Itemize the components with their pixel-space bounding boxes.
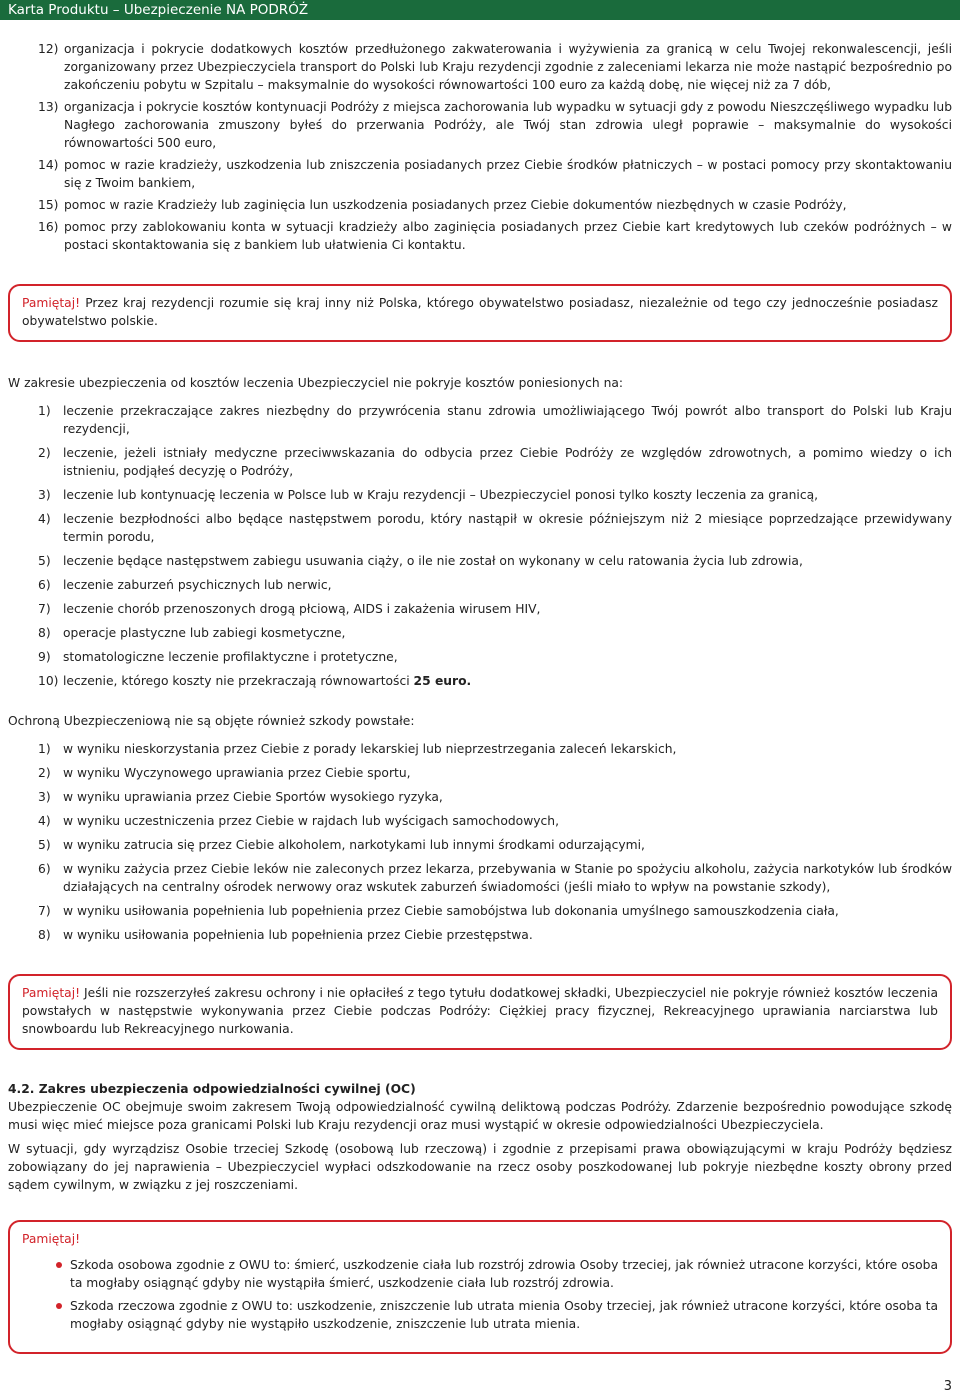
reminder-body: Przez kraj rezydencji rozumie się kraj inny niż Polska, którego obywatelstwo posiadasz, niezależnie od tego czy jednocześnie posiadasz obywatelstwo polskie. <box>22 296 938 328</box>
page-header <box>0 0 960 20</box>
list-item-number: 5) <box>38 838 51 852</box>
list-item-text: Szkoda rzeczowa zgodnie z OWU to: uszkodzenie, zniszczenie lub utrata mienia Osoby trzeciej, jak również utracone korzyści, które osoba ta mogłaby osiągnąć gdyby nie wystąpiło uszkodzenie, zniszczenie lub utrata mienia. <box>70 1299 938 1331</box>
damages-list <box>8 740 952 944</box>
definitions-list <box>22 1256 938 1333</box>
page-number: 3 <box>943 1379 952 1394</box>
list-item <box>8 156 952 192</box>
list-item-text: w wyniku zatrucia się przez Ciebie alkoholem, narkotykami lub innymi środkami odurzającymi, <box>63 838 645 852</box>
list-item <box>8 648 952 666</box>
list-item-text: stomatologiczne leczenie profilaktyczne i protetyczne, <box>63 650 398 664</box>
list-item-number: 5) <box>38 554 51 568</box>
section-paragraph: W sytuacji, gdy wyrządzisz Osobie trzeciej Szkodę (osobową lub rzeczową) i zgodnie z przepisami prawa obowiązującymi w kraju Podróży będziesz zobowiązany do jej naprawienia – Ubezpieczyciel wypłaci odszkodowanie na rzecz osoby poszkodowanej lub pokryje niezbędne koszty obrony przed sądem cywilnym, w związku z jej roszczeniami. <box>8 1142 952 1192</box>
list-item <box>8 788 952 806</box>
reminder-label: Pamiętaj! <box>22 1232 81 1246</box>
list-item-number: 6) <box>38 578 51 592</box>
list-item <box>22 1256 938 1292</box>
list-item-number: 7) <box>38 904 51 918</box>
list-item <box>8 40 952 94</box>
list-item-text: leczenie bezpłodności albo będące następstwem porodu, który nastąpił w okresie późniejszym niż 2 miesiące poprzedzające przewidywany termin porodu, <box>63 512 952 544</box>
list-item-text: leczenie zaburzeń psychicznych lub nerwic, <box>63 578 332 592</box>
list-item-text: Szkoda osobowa zgodnie z OWU to: śmierć, uszkodzenie ciała lub rozstrój zdrowia Osoby trzeciej, jak również utracone korzyści, które osoba ta mogłaby osiągnąć gdyby nie wystąpiła śmierć, uszkodzenie ciała lub rozstrój zdrowia. <box>70 1258 938 1290</box>
list-item-number: 4) <box>38 512 51 526</box>
list-item-number: 8) <box>38 626 51 640</box>
list-item-text: pomoc w razie kradzieży, uszkodzenia lub zniszczenia posiadanych przez Ciebie środków płatniczych – w postaci pomocy przy skontaktowaniu się z Twoim bankiem, <box>64 158 952 190</box>
list-item-bold-amount: 25 euro. <box>413 674 472 688</box>
list-item <box>8 764 952 782</box>
list-item-number: 3) <box>38 488 51 502</box>
list-item-text: leczenie chorób przenoszonych drogą płciową, AIDS i zakażenia wirusem HIV, <box>63 602 541 616</box>
list-item <box>8 510 952 546</box>
list-item-number: 12) <box>38 42 59 56</box>
list-item-text: organizacja i pokrycie dodatkowych kosztów przedłużonego zakwaterowania i wyżywienia za granicą w celu Twojej rekonwalescencji, jeśli zorganizowany przez Ubezpieczyciela transport do Polski lub Kraju rezydencji zgodnie z zaleceniami lekarza nie może nastąpić bezpośrednio po zakończeniu pobytu w Szpitalu – maksymalnie do wysokości równowartości 100 euro za każdą dobę, nie więcej niż za 7 dób, <box>64 42 952 92</box>
list-item-text: pomoc przy zablokowaniu konta w sytuacji kradzieży albo zaginięcia posiadanych przez Ciebie kart kredytowych lub czeków podróżnych – w postaci skontaktowania się z bankiem lub ułatwienia Ci kontaktu. <box>64 220 952 252</box>
list-item-number: 1) <box>38 742 51 756</box>
list-item-text: leczenie przekraczające zakres niezbędny do przywrócenia stanu zdrowia umożliwiającego Twój powrót albo transport do Polski lub Kraju rezydencji, <box>63 404 952 436</box>
reminder-box-extended-coverage <box>8 974 952 1050</box>
list-item <box>8 600 952 618</box>
list-item-number: 15) <box>38 198 59 212</box>
list-item-text: leczenie będące następstwem zabiegu usuwania ciąży, o ile nie został on wykonany w celu ratowania życia lub zdrowia, <box>63 554 803 568</box>
list-item-number: 2) <box>38 446 51 460</box>
list-item-text: w wyniku uprawiania przez Ciebie Sportów wysokiego ryzyka, <box>63 790 443 804</box>
list-item <box>8 486 952 504</box>
exclusions-intro: W zakresie ubezpieczenia od kosztów leczenia Ubezpieczyciel nie pokryje kosztów poniesionych na: <box>8 376 624 390</box>
damages-intro: Ochroną Ubezpieczeniową nie są objęte również szkody powstałe: <box>8 714 415 728</box>
assistance-list <box>8 40 952 254</box>
section-title: 4.2. Zakres ubezpieczenia odpowiedzialności cywilnej (OC) <box>8 1082 416 1096</box>
list-item-number: 4) <box>38 814 51 828</box>
reminder-box-residence <box>8 284 952 342</box>
list-item-number: 1) <box>38 404 51 418</box>
list-item <box>8 926 952 944</box>
list-item-number: 13) <box>38 100 59 114</box>
list-item-number: 9) <box>38 650 51 664</box>
list-item-number: 7) <box>38 602 51 616</box>
list-item <box>8 444 952 480</box>
reminder-text <box>22 984 938 1038</box>
list-item-number: 14) <box>38 158 59 172</box>
list-item-text: w wyniku uczestniczenia przez Ciebie w rajdach lub wyścigach samochodowych, <box>63 814 559 828</box>
list-item-number: 16) <box>38 220 59 234</box>
list-item-text: operacje plastyczne lub zabiegi kosmetyczne, <box>63 626 346 640</box>
list-item <box>8 836 952 854</box>
list-item-text: w wyniku zażycia przez Ciebie leków nie zaleconych przez lekarza, przebywania w Stanie po spożyciu alkoholu, zażycia narkotyków lub środków działających na centralny ośrodek nerwowy oraz wskutek zaburzeń świadomości (jeśli miało to wpływ na powstanie szkody), <box>63 862 952 894</box>
reminder-label: Pamiętaj! <box>22 986 81 1000</box>
list-item-text: w wyniku usiłowania popełnienia lub popełnienia przez Ciebie przestępstwa. <box>63 928 533 942</box>
list-item-number: 2) <box>38 766 51 780</box>
list-item-number: 6) <box>38 862 51 876</box>
list-item-text: leczenie lub kontynuację leczenia w Polsce lub w Kraju rezydencji – Ubezpieczyciel ponosi tylko koszty leczenia za granicą, <box>63 488 819 502</box>
list-item-text: pomoc w razie Kradzieży lub zaginięcia lun uszkodzenia posiadanych przez Ciebie dokumentów niezbędnych w czasie Podróży, <box>64 198 847 212</box>
list-item <box>8 902 952 920</box>
reminder-box-damage-definitions <box>8 1220 952 1354</box>
list-item <box>8 624 952 642</box>
list-item-text: leczenie, którego koszty nie przekraczają równowartości <box>63 674 414 688</box>
reminder-text <box>22 294 938 330</box>
list-item <box>8 402 952 438</box>
section-oc <box>8 1080 952 1194</box>
list-item <box>8 218 952 254</box>
list-item-text: w wyniku nieskorzystania przez Ciebie z porady lekarskiej lub nieprzestrzegania zaleceń lekarskich, <box>63 742 677 756</box>
exclusions-list <box>8 402 952 690</box>
list-item-text: leczenie, jeżeli istniały medyczne przeciwwskazania do odbycia przez Ciebie Podróży ze względów zdrowotnych, a pomimo wiedzy o ich istnieniu, podjąłeś decyzję o Podróży, <box>63 446 952 478</box>
list-item-text: w wyniku Wyczynowego uprawiania przez Ciebie sportu, <box>63 766 411 780</box>
page-content <box>8 40 952 1354</box>
list-item <box>8 576 952 594</box>
list-item-number: 8) <box>38 928 51 942</box>
list-item-number: 10) <box>38 674 59 688</box>
reminder-label: Pamiętaj! <box>22 296 81 310</box>
list-item <box>22 1297 938 1333</box>
list-item <box>8 672 952 690</box>
bullet-icon <box>56 1262 62 1268</box>
list-item <box>8 552 952 570</box>
list-item-text: w wyniku usiłowania popełnienia lub popełnienia przez Ciebie samobójstwa lub dokonania umyślnego samouszkodzenia ciała, <box>63 904 839 918</box>
list-item <box>8 812 952 830</box>
reminder-body: Jeśli nie rozszerzyłeś zakresu ochrony i nie opłaciłeś z tego tytułu dodatkowej składki, Ubezpieczyciel nie pokryje również kosztów leczenia powstałych w następstwie wykonywania przez Ciebie podczas Podróży: Ciężkiej pracy fizycznej, Rekreacyjnego uprawiania narciarstwa lub snowboardu lub Rekreacyjnego nurkowania. <box>22 986 938 1036</box>
list-item <box>8 98 952 152</box>
list-item <box>8 196 952 214</box>
bullet-icon <box>56 1303 62 1309</box>
list-item-text: organizacja i pokrycie kosztów kontynuacji Podróży z miejsca zachorowania lub wypadku w sytuacji gdy z powodu Nieszczęśliwego wypadku lub Nagłego zachorowania zmuszony byłeś do przerwania Podróży, ale Twój stan zdrowia uległ poprawie – maksymalnie do wysokości równowartości 500 euro, <box>64 100 952 150</box>
section-paragraph: Ubezpieczenie OC obejmuje swoim zakresem Twoją odpowiedzialność cywilną deliktową podczas Podróży. Zdarzenie bezpośrednio powodujące szkodę musi więc mieć miejsce poza granicami Polski lub Kraju rezydencji oraz musi wystąpić w okresie odpowiedzialności Ubezpieczyciela. <box>8 1100 952 1132</box>
list-item <box>8 740 952 758</box>
list-item-number: 3) <box>38 790 51 804</box>
list-item <box>8 860 952 896</box>
header-title: Karta Produktu – Ubezpieczenie NA PODRÓŻ <box>8 2 309 18</box>
